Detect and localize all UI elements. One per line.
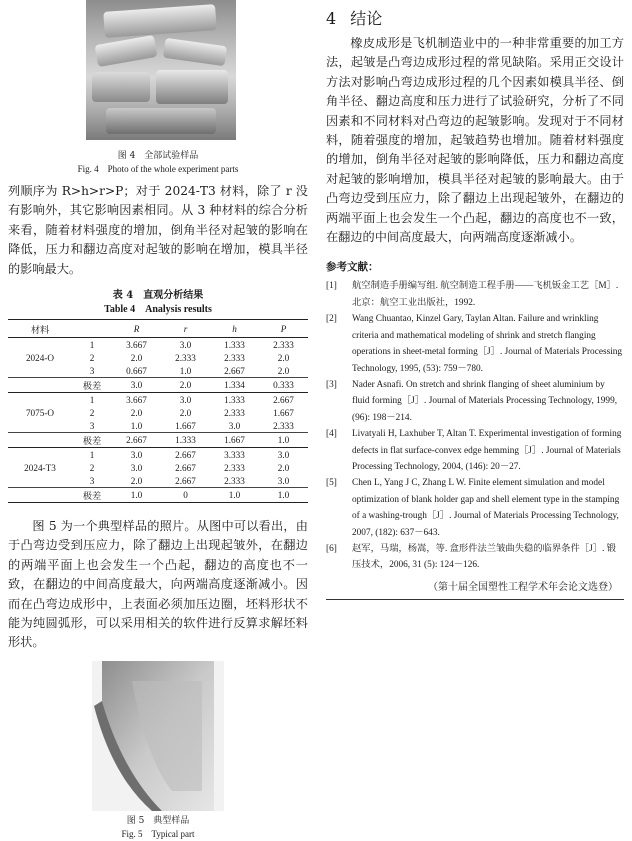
footer-note: （第十届全国塑性工程学术年会论文选登） — [428, 581, 618, 593]
figure-5-caption-cn: 图 5 典型样品 — [126, 815, 190, 826]
level-cell: 3 — [89, 365, 95, 376]
value-cell: 2.0 — [277, 352, 290, 363]
value-cell: 3.0 — [130, 449, 143, 460]
level-cell: 1 — [89, 394, 95, 405]
section-title: 结论 — [350, 9, 383, 28]
value-cell: 2.333 — [224, 407, 245, 418]
value-cell: 2.0 — [130, 352, 143, 363]
value-cell: 2.333 — [175, 352, 196, 363]
value-cell: 2.333 — [273, 420, 294, 431]
reference-number: [5] — [326, 478, 337, 489]
value-cell: 3.0 — [277, 475, 290, 486]
value-cell: 3.667 — [126, 339, 147, 350]
value-cell: 1.667 — [273, 407, 294, 418]
value-cell: 2.0 — [179, 407, 192, 418]
reference-text: Chen L, Yang J C, Zhang L W. Finite element simulation and model optimization of blank holder gap and shell element type in the stamping of a washing-trough［J］. Journal of Materials Processing Technology, 2007, (182): 637－643. — [352, 478, 620, 538]
value-cell: 3.0 — [112, 378, 161, 393]
value-cell: 2.667 — [175, 475, 196, 486]
left-paragraph-1 — [8, 182, 308, 279]
value-cell: 3.0 — [130, 462, 143, 473]
header-h: h — [210, 320, 259, 338]
reference-text: Livatyali H, Laxhuber T, Altan T. Experimental investigation of forming defects in flat surface-convex edge hemming［J］. Journal of Materials Processing Technology, 2004, (146): 20－27. — [352, 429, 622, 472]
value-cell: 3.0 — [179, 394, 192, 405]
level-cell: 极差 — [72, 433, 112, 448]
value-cell: 2.0 — [130, 407, 143, 418]
level-cell: 1 — [89, 339, 95, 350]
reference-number: [6] — [326, 543, 337, 554]
figure-5-caption-en: Fig. 5 Typical part — [121, 828, 195, 839]
value-cell: 1.0 — [179, 365, 192, 376]
value-cell: 0.667 — [126, 365, 147, 376]
table-4-title-cn: 表 4 直观分析结果 — [112, 290, 204, 302]
level-cell: 2 — [89, 352, 95, 363]
value-cell: 1.334 — [210, 378, 259, 393]
value-cell: 2.333 — [273, 339, 294, 350]
value-cell: 1.0 — [259, 488, 308, 503]
value-cell: 1.0 — [210, 488, 259, 503]
value-cell: 2.0 — [277, 365, 290, 376]
section-heading — [326, 8, 624, 30]
header-R: R — [112, 320, 161, 338]
table-header-row — [8, 320, 308, 338]
reference-number: [1] — [326, 281, 337, 292]
table-4 — [8, 319, 308, 503]
value-cell: 2.667 — [224, 365, 245, 376]
header-r: r — [161, 320, 210, 338]
value-cell: 2.333 — [224, 475, 245, 486]
header-level — [72, 320, 112, 338]
value-cell: 2.667 — [273, 394, 294, 405]
value-cell: 2.333 — [224, 352, 245, 363]
level-cell: 3 — [89, 420, 95, 431]
typical-part-image — [92, 661, 224, 811]
table-row — [8, 488, 308, 503]
reference-number: [4] — [326, 429, 337, 440]
table-4-title-en: Table 4 Analysis results — [104, 304, 212, 316]
figure-5-photo — [92, 661, 224, 811]
table-row — [8, 378, 308, 393]
conclusion-paragraph — [326, 34, 624, 247]
value-cell: 1.333 — [161, 433, 210, 448]
value-cell: 3.667 — [126, 394, 147, 405]
material-cell-empty — [8, 378, 72, 393]
reference-number: [2] — [326, 314, 337, 325]
figure-4-caption-en: Fig. 4 Photo of the whole experiment parts — [77, 164, 239, 174]
reference-item — [326, 311, 624, 377]
value-cell: 2.0 — [130, 475, 143, 486]
value-cell: 1.0 — [130, 420, 143, 431]
paragraph-text: 列顺序为 R>h>r>P；对于 2024-T3 材料，除了 r 没有影响外，其它影响因素相同。从 3 种材料的综合分析来看，随着材料强度的增加，倒角半径对起皱的影响在降低，压力和翻边高度对起皱的影响在增加，模具半径的影响最大。 — [8, 184, 308, 276]
material-cell: 2024-O — [25, 352, 55, 363]
paragraph-text: 橡皮成形是飞机制造业中的一种非常重要的加工方法，起皱是凸弯边成形过程的常见缺陷。采用正交设计方法对影响凸弯边成形过程的几个因素如模具半径、倒角半径、翻边高度和压力进行了试验研究，分析了不同因素和不同材料对凸弯边的起皱影响。发现对于不同材料，随着强度的增加，起皱趋势也增加。随着材料强度的增加，倒角半径对起皱的影响降低，压力和翻边高度对起皱的影响增加，模具半径对起皱的影响最大。由于凸弯边受到压应力，除了翻边上出现起皱外，在翻边的两端平面上也会发生一个凸起，翻边的高度也不一致，在翻边的中间高度最大，向两端高度逐渐减小。 — [326, 36, 624, 245]
material-cell: 2024-T3 — [24, 462, 56, 473]
reference-text: 赵军，马瑞，杨嵩，等. 盒形件法兰皱曲失稳的临界条件［J］. 锻压技术，2006, 31 (5): 124－126. — [352, 543, 616, 571]
reference-text: Nader Asnafi. On stretch and shrink flanging of sheet aluminium by fluid forming［J］. Journal of Materials Processing Technology, 1999, (96): 198－214. — [352, 379, 618, 423]
value-cell: 2.333 — [224, 462, 245, 473]
references-title: 参考文献： — [326, 261, 379, 274]
divider — [326, 599, 624, 600]
value-cell: 2.0 — [277, 462, 290, 473]
figure-4-caption-cn: 图 4 全部试验样品 — [117, 151, 199, 161]
level-cell: 2 — [89, 407, 95, 418]
value-cell: 2.667 — [175, 462, 196, 473]
value-cell: 3.333 — [224, 449, 245, 460]
reference-item — [326, 426, 624, 475]
reference-text: 航空制造手册编写组. 航空制造工程手册——飞机钣金工艺［M］. 北京：航空工业出版社，1992. — [352, 281, 619, 308]
section-number: 4 — [326, 9, 337, 28]
value-cell: 1.667 — [175, 420, 196, 431]
left-paragraph-2 — [8, 517, 308, 653]
table-row — [8, 433, 308, 448]
reference-item — [326, 278, 624, 311]
material-cell-empty — [8, 433, 72, 448]
reference-list — [326, 278, 624, 573]
value-cell: 1.667 — [210, 433, 259, 448]
value-cell: 1.0 — [112, 488, 161, 503]
reference-item — [326, 541, 624, 574]
reference-text: Wang Chuantao, Kinzel Gary, Taylan Altan. Failure and wrinkling criteria and mathematical modeling of shrink and stretch flanging operations in sheet-metal forming［J］. Journal of Materials Processing Technology, 1995, (53): 759－780. — [352, 314, 623, 374]
value-cell: 1.333 — [224, 339, 245, 350]
material-cell: 7075-O — [25, 407, 55, 418]
header-P: P — [259, 320, 308, 338]
value-cell: 1.0 — [259, 433, 308, 448]
material-cell-empty — [8, 488, 72, 503]
table-row — [8, 393, 308, 407]
value-cell: 3.0 — [277, 449, 290, 460]
level-cell: 2 — [89, 462, 95, 473]
header-material: 材料 — [8, 320, 72, 338]
value-cell: 0.333 — [259, 378, 308, 393]
level-cell: 极差 — [72, 378, 112, 393]
reference-item — [326, 377, 624, 426]
reference-item — [326, 475, 624, 541]
value-cell: 2.667 — [175, 449, 196, 460]
left-column — [8, 0, 308, 841]
value-cell: 2.0 — [161, 378, 210, 393]
value-cell: 0 — [161, 488, 210, 503]
value-cell: 2.667 — [112, 433, 161, 448]
reference-number: [3] — [326, 379, 337, 390]
value-cell: 3.0 — [228, 420, 241, 431]
level-cell: 1 — [89, 449, 95, 460]
table-row — [8, 338, 308, 352]
right-column — [326, 0, 624, 600]
level-cell: 极差 — [72, 488, 112, 503]
value-cell: 1.333 — [224, 394, 245, 405]
figure-4-photo — [86, 0, 236, 140]
value-cell: 3.0 — [179, 339, 192, 350]
table-row — [8, 448, 308, 462]
level-cell: 3 — [89, 475, 95, 486]
paragraph-text: 图 5 为一个典型样品的照片。从图中可以看出，由于凸弯边受到压应力，除了翻边上出现起皱外，在翻边的两端平面上也会发生一个凸起，翻边的高度也不一致，在翻边的中间高度最大，向两端高度逐渐减小。因而在凸弯边成形中，上表面必须加压边圈，坯料形状不能为纯圆弧形，可以采用相关的软件进行反算求解坯料形状。 — [8, 519, 308, 650]
